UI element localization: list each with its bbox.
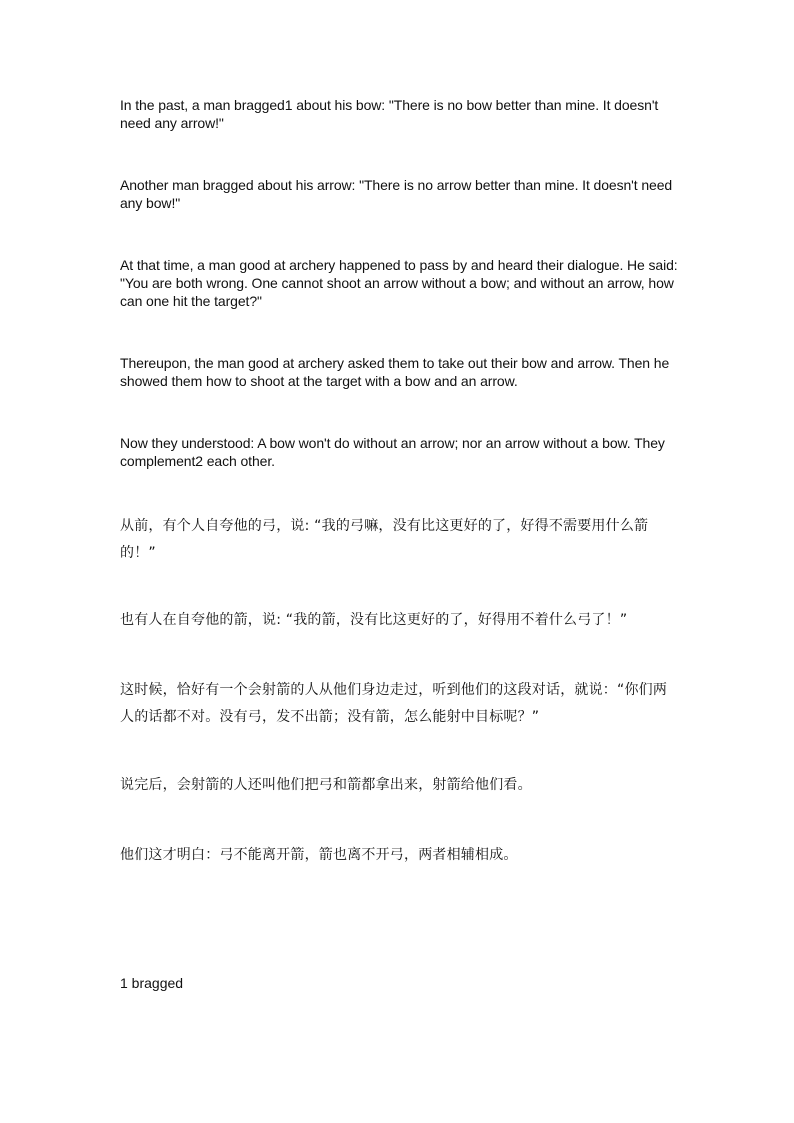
english-paragraph-3: At that time, a man good at archery happened to pass by and heard their dialogue. He said: "You are both wrong. One cannot shoot an arrow without a bow; and without an arrow, how can one hit the target?": [120, 257, 678, 309]
chinese-paragraph-3: 这时候，恰好有一个会射箭的人从他们身边走过，听到他们的这段对话，就说：“你们两人的话都不对。没有弓，发不出箭；没有箭，怎么能射中目标呢？”: [120, 682, 668, 725]
chinese-paragraph-5: 他们这才明白：弓不能离开箭，箭也离不开弓，两者相辅相成。: [120, 847, 518, 863]
english-paragraph-2: Another man bragged about his arrow: "There is no arrow better than mine. It doesn't need any bow!": [120, 177, 673, 211]
chinese-paragraph-1: 从前，有个人自夸他的弓，说: “我的弓嘛，没有比这更好的了，好得不需要用什么箭的！”: [120, 518, 649, 561]
english-paragraph-1: In the past, a man bragged1 about his bow: "There is no bow better than mine. It doesn't need any arrow!": [120, 97, 659, 131]
chinese-paragraph-2: 也有人在自夸他的箭，说: “我的箭，没有比这更好的了，好得用不着什么弓了！”: [120, 612, 628, 628]
footnote: 1 bragged: [120, 975, 184, 991]
english-paragraph-5: Now they understood: A bow won't do without an arrow; nor an arrow without a bow. They complement2 each other.: [120, 435, 665, 469]
chinese-paragraph-4: 说完后，会射箭的人还叫他们把弓和箭都拿出来，射箭给他们看。: [120, 777, 532, 793]
english-paragraph-4: Thereupon, the man good at archery asked them to take out their bow and arrow. Then he showed them how to shoot at the target with a bow and an arrow.: [120, 355, 670, 389]
